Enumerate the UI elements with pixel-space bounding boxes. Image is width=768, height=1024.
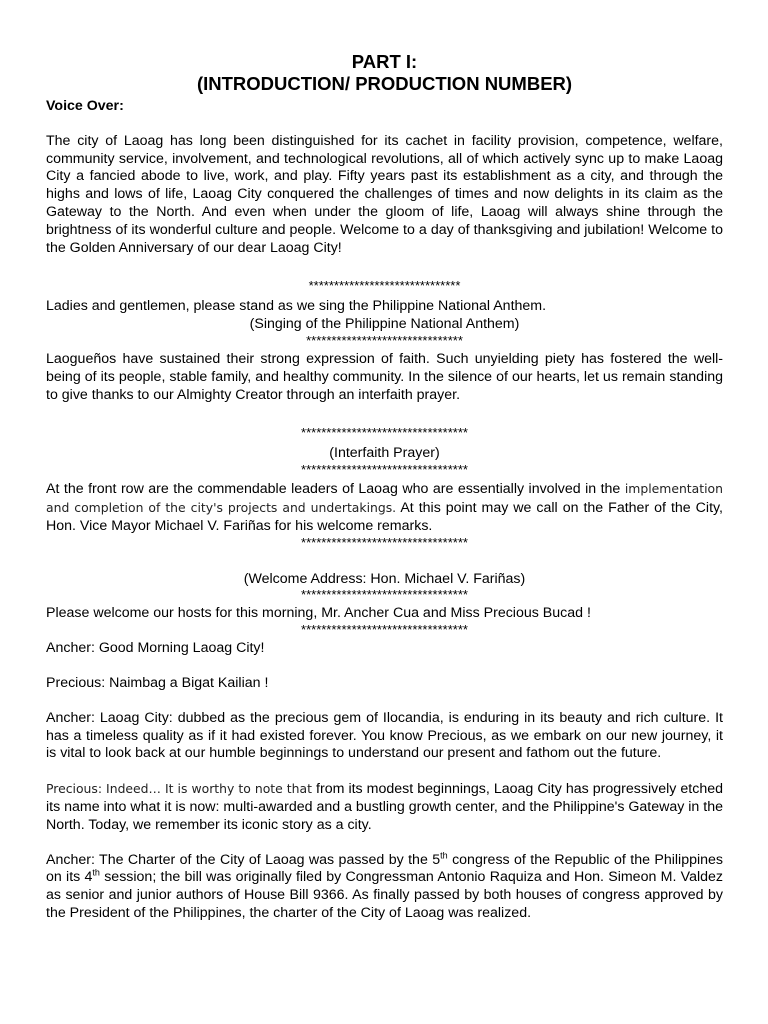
- separator: *********************************: [301, 622, 468, 638]
- separator: ******************************: [308, 278, 461, 294]
- separator: *********************************: [301, 425, 468, 441]
- separator: *********************************: [301, 462, 468, 478]
- voice-over-label: Voice Over:: [46, 98, 124, 114]
- precious-paragraph: [46, 780, 723, 834]
- charter-paragraph: [46, 849, 724, 923]
- ancher-greeting: Ancher: Good Morning Laoag City!: [46, 640, 265, 657]
- anthem-call: Ladies and gentlemen, please stand as we sing the Philippine National Anthem.: [46, 298, 547, 315]
- charter-text-2: congress of the Republic of the Philippines on its 4: [46, 851, 724, 886]
- hosts-call: Please welcome our hosts for this morning, Mr. Ancher Cua and Miss Precious Bucad !: [46, 605, 591, 622]
- anthem-cue: (Singing of the Philippine National Anthem): [249, 316, 520, 333]
- faith-paragraph: Laogueños have sustained their strong expression of faith. Such unyielding piety has fostered the well-being of its people, stable family, and healthy community. In the silence of our hearts, let us remain standing to give thanks to our Almighty Creator through an interfaith prayer.: [46, 350, 723, 403]
- ancher-paragraph: Ancher: Laoag City: dubbed as the precious gem of Ilocandia, is enduring in its beauty and rich culture. It has a timeless quality as if it had existed forever. You know Precious, as we embark on our new journey, it is vital to look back at our humble beginnings to understand our present and fathom out the future.: [46, 709, 723, 762]
- leaders-text-1: At the front row are the commendable leaders of Laoag who are essentially involved in the: [46, 481, 625, 498]
- separator: *********************************: [301, 587, 468, 603]
- separator: *********************************: [301, 534, 468, 550]
- leaders-text-3: At this point may we call on the Father of the City, Hon. Vice Mayor Michael V. Fariñas for his welcome remarks.: [46, 499, 723, 534]
- charter-text-3: session; the bill was originally filed by Congressman Antonio Raquiza and Hon. Simeon M. Valdez as senior and junior authors of House Bill 9366. As finally passed by both houses of congress approved by the President of the Philippines, the charter of the City of Laoag was realized.: [46, 869, 723, 921]
- leaders-paragraph: [46, 480, 723, 535]
- charter-text-1: Ancher: The Charter of the City of Laoag was passed by the 5: [46, 851, 441, 868]
- separator: *******************************: [306, 332, 463, 348]
- intro-paragraph: The city of Laoag has long been distinguished for its cachet in facility provision, competence, welfare, community service, involvement, and technological revolutions, all of which actively sync up to make Laoag City a fancied abode to live, work, and play. Fifty years past its establishment as a city, and through the highs and lows of life, Laoag City conquered the challenges of times and now delights in its claim as the Gateway to the North. And even when under the gloom of life, Laoag will always shine through the brightness of its wonderful culture and people. Welcome to a day of thanksgiving and jubilation! Welcome to the Golden Anniversary of our dear Laoag City!: [46, 132, 723, 256]
- title-part: PART I:: [351, 51, 418, 72]
- welcome-cue: (Welcome Address: Hon. Michael V. Fariñas): [243, 570, 526, 587]
- precious-text-1: Precious: Indeed… It is worthy to note that: [46, 781, 312, 797]
- title-subtitle: (INTRODUCTION/ PRODUCTION NUMBER): [196, 73, 573, 94]
- charter-sup-1: th: [440, 849, 448, 860]
- precious-text-2: from its modest beginnings, Laoag City has progressively etched its name into what it is now: multi-awarded and a bustling growth center, and the Philippine's Gateway in the North. Today, we remember its iconic story as a city.: [46, 781, 723, 833]
- prayer-cue: (Interfaith Prayer): [329, 445, 440, 462]
- precious-greeting: Precious: Naimbag a Bigat Kailian !: [46, 674, 269, 691]
- leaders-text-2: implementation and completion of the city's projects and undertakings.: [46, 481, 723, 515]
- charter-sup-2: th: [92, 867, 100, 878]
